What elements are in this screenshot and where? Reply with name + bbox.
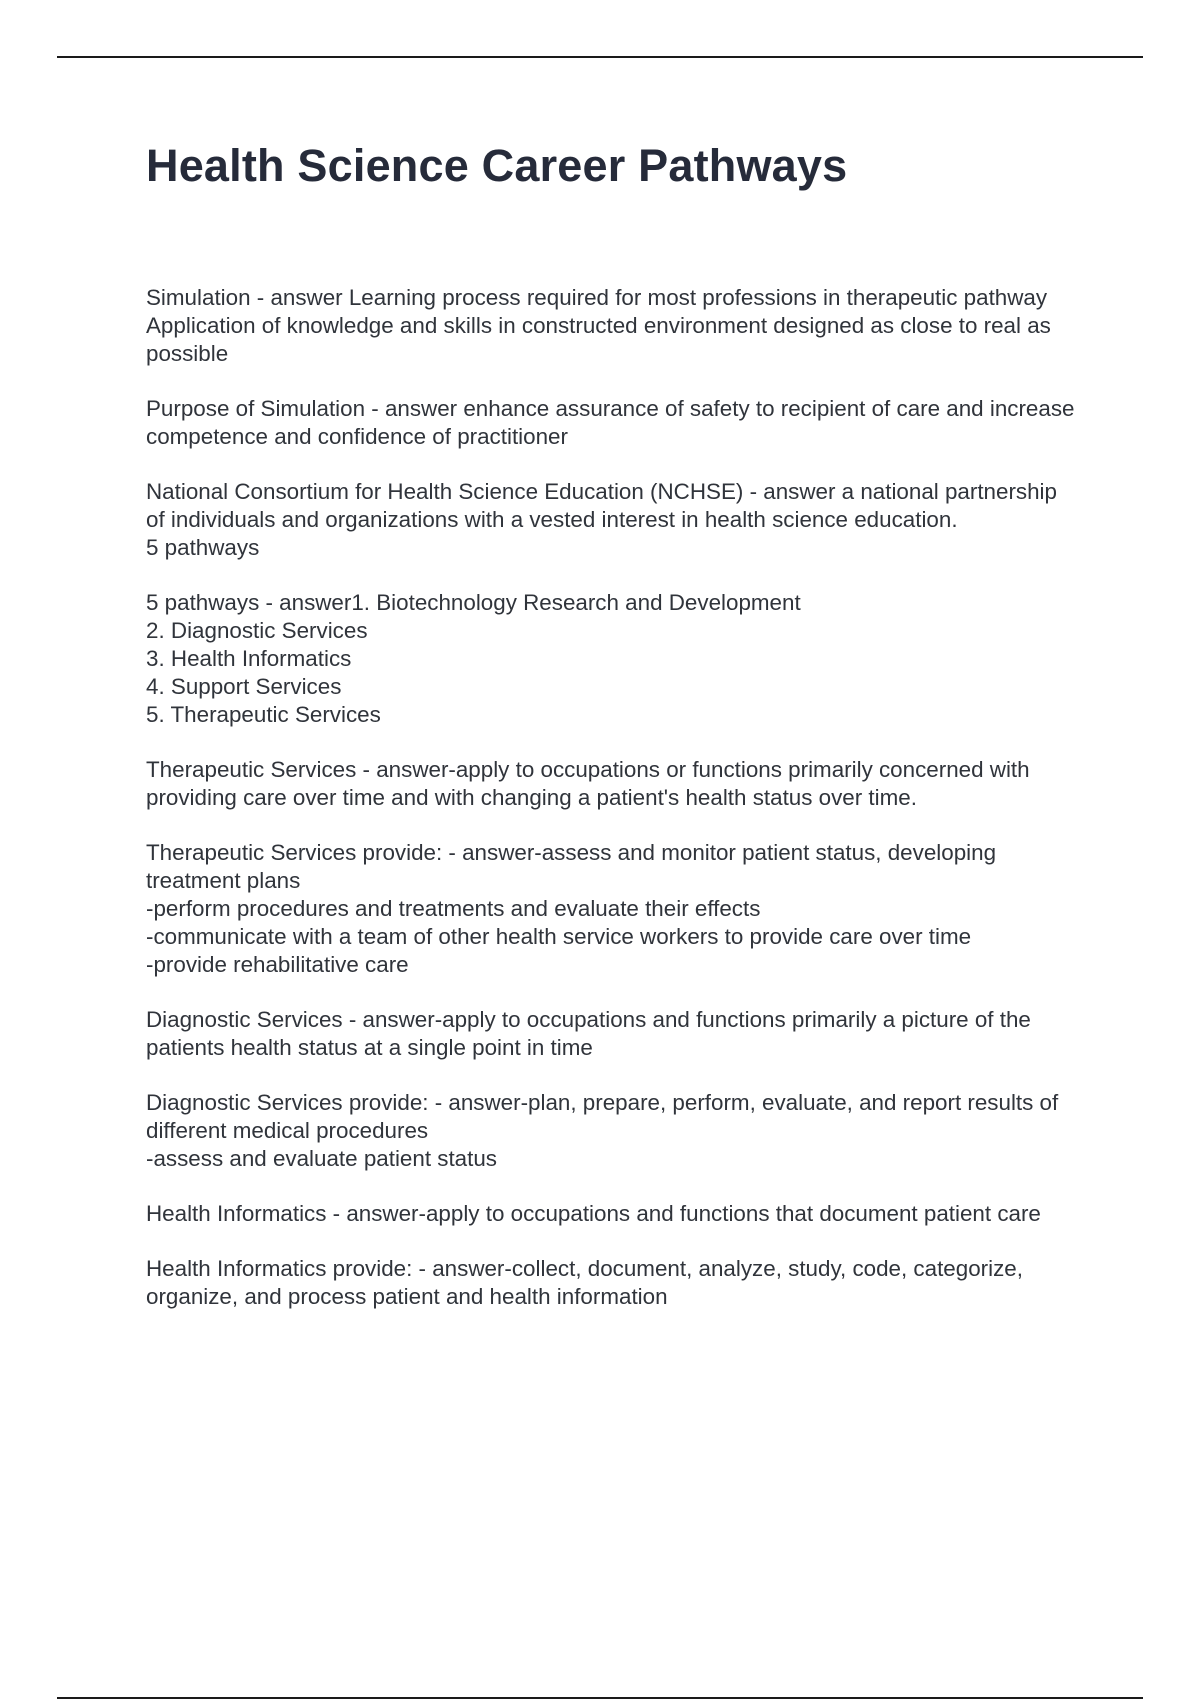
entry-line: -perform procedures and treatments and evaluate their effects <box>146 896 761 921</box>
page-title: Health Science Career Pathways <box>146 140 848 191</box>
entry-line: 5 pathways - answer1. Biotechnology Research and Development <box>146 590 801 615</box>
entry-line: National Consortium for Health Science Education (NCHSE) - answer a national partnership of individuals and organizations with a vested interest in health science education. <box>146 479 1057 532</box>
entry-line: Therapeutic Services provide: - answer-assess and monitor patient status, developing treatment plans <box>146 840 997 893</box>
entry-line: 5. Therapeutic Services <box>146 702 381 727</box>
entry-health-informatics <box>146 1200 1076 1228</box>
document-body <box>146 284 1076 1338</box>
bottom-rule <box>57 1697 1143 1699</box>
entry-line: Simulation - answer Learning process required for most professions in therapeutic pathway <box>146 285 1048 310</box>
entry-line: 2. Diagnostic Services <box>146 618 368 643</box>
entry-diagnostic-services <box>146 1006 1076 1062</box>
entry-therapeutic-services-provide <box>146 839 1076 979</box>
entry-line: Health Informatics - answer-apply to occupations and functions that document patient care <box>146 1201 1041 1226</box>
entry-line: Purpose of Simulation - answer enhance assurance of safety to recipient of care and increase competence and confidence of practitioner <box>146 396 1075 449</box>
entry-line: Health Informatics provide: - answer-collect, document, analyze, study, code, categorize, organize, and process patient and health information <box>146 1256 1023 1309</box>
entry-line: 5 pathways <box>146 535 260 560</box>
entry-purpose-of-simulation <box>146 395 1076 451</box>
entry-line: -provide rehabilitative care <box>146 952 409 977</box>
entry-nchse <box>146 478 1076 562</box>
entry-health-informatics-provide <box>146 1255 1076 1311</box>
entry-line: Therapeutic Services - answer-apply to occupations or functions primarily concerned with providing care over time and with changing a patient's health status over time. <box>146 757 1030 810</box>
entry-line: 4. Support Services <box>146 674 342 699</box>
entry-line: Application of knowledge and skills in constructed environment designed as close to real as possible <box>146 313 1051 366</box>
entry-line: Diagnostic Services - answer-apply to occupations and functions primarily a picture of the patients health status at a single point in time <box>146 1007 1031 1060</box>
entry-5-pathways <box>146 589 1076 729</box>
entry-line: 3. Health Informatics <box>146 646 352 671</box>
entry-line: Diagnostic Services provide: - answer-plan, prepare, perform, evaluate, and report results of different medical procedures <box>146 1090 1059 1143</box>
entry-line: -communicate with a team of other health service workers to provide care over time <box>146 924 972 949</box>
entry-diagnostic-services-provide <box>146 1089 1076 1173</box>
entry-simulation <box>146 284 1076 368</box>
entry-therapeutic-services <box>146 756 1076 812</box>
entry-line: -assess and evaluate patient status <box>146 1146 498 1171</box>
top-rule <box>57 56 1143 58</box>
